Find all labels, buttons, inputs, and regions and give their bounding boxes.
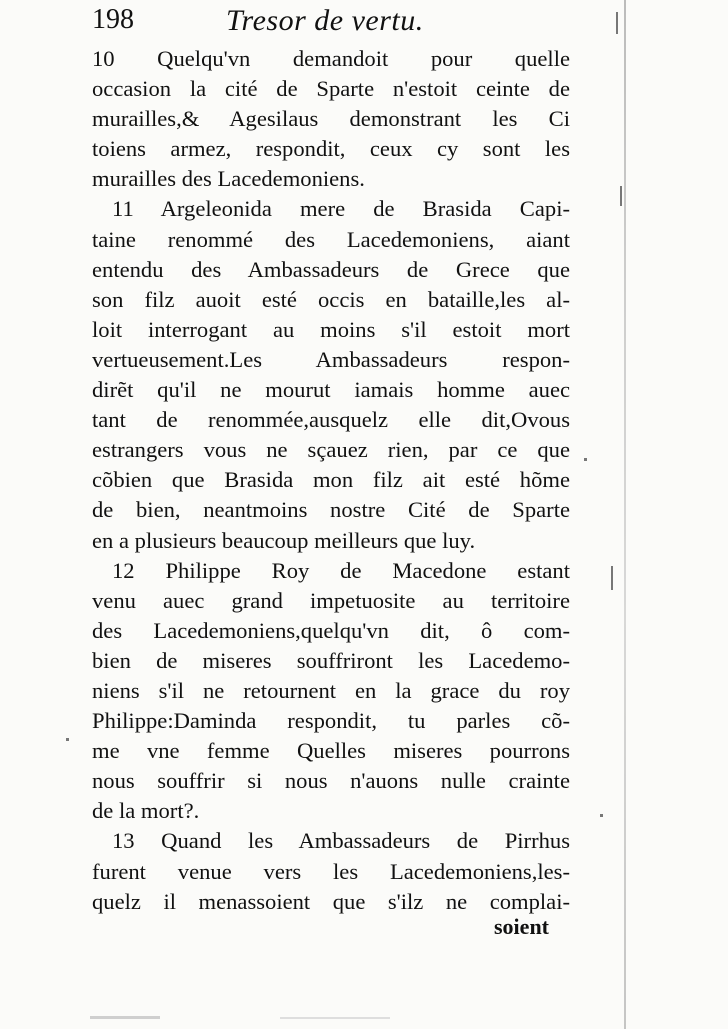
text-line: me vne femme Quelles miseres pourrons: [92, 738, 570, 764]
text-line: loit interrogant au moins s'il estoit mort: [92, 316, 570, 342]
text-line: 11 Argeleonida mere de Brasida Capi-: [112, 196, 570, 222]
text-line: venu auec grand impetuosite au territoire: [92, 587, 570, 613]
text-line: murailles,& Agesilaus demonstrant les Ci: [92, 106, 570, 132]
text-line: furent venue vers les Lacedemoniens,les-: [92, 858, 570, 884]
text-line: murailles des Lacedemoniens.: [92, 166, 365, 192]
running-title: Tresor de vertu.: [226, 4, 424, 37]
page-header: [92, 2, 572, 42]
text-line: nous souffrir si nous n'auons nulle crainte: [92, 768, 570, 794]
body-text: [92, 44, 570, 917]
text-line: en a plusieurs beaucoup meilleurs que luy.: [92, 527, 476, 553]
page-fold-shadow: [624, 0, 626, 1029]
margin-speck: [620, 186, 622, 206]
text-line: quelz il menassoient que s'ilz ne complai-: [92, 888, 570, 914]
catchword: soient: [494, 914, 549, 939]
text-line: de bien, neantmoins nostre Cité de Sparte: [92, 497, 570, 523]
text-line: son filz auoit esté occis en bataille,les al-: [92, 286, 570, 312]
margin-speck: [611, 566, 613, 590]
text-line: cõbien que Brasida mon filz ait esté hõme: [92, 467, 570, 493]
margin-speck: [66, 738, 69, 741]
text-line: niens s'il ne retournent en la grace du roy: [92, 677, 570, 703]
text-line: de la mort?.: [92, 798, 200, 824]
text-line: estrangers vous ne sçauez rien, par ce que: [92, 437, 570, 463]
text-line: bien de miseres souffriront les Lacedemo-: [92, 647, 570, 673]
text-line: des Lacedemoniens,quelqu'vn dit, ô com-: [92, 617, 570, 643]
margin-speck: [616, 12, 618, 34]
text-line: entendu des Ambassadeurs de Grece que: [92, 256, 570, 282]
bleed-through-mark: [90, 1016, 160, 1019]
bleed-through-mark: [280, 1017, 390, 1019]
margin-speck: [600, 814, 603, 817]
text-line: tant de renommée,ausquelz elle dit,Ovous: [92, 407, 570, 433]
margin-speck: [584, 458, 587, 461]
text-line: 13 Quand les Ambassadeurs de Pirrhus: [112, 828, 570, 854]
text-line: dirẽt qu'il ne mourut iamais homme auec: [92, 377, 570, 403]
text-line: Philippe:Daminda respondit, tu parles cõ-: [92, 708, 570, 734]
text-line: occasion la cité de Sparte n'estoit ceinte de: [92, 76, 570, 102]
text-line: vertueusement.Les Ambassadeurs respon-: [92, 346, 570, 372]
text-line: 10 Quelqu'vn demandoit pour quelle: [92, 46, 570, 71]
page-number: 198: [92, 4, 134, 35]
text-line: toiens armez, respondit, ceux cy sont les: [92, 136, 570, 162]
text-line: 12 Philippe Roy de Macedone estant: [112, 557, 570, 583]
text-line: taine renommé des Lacedemoniens, aiant: [92, 226, 570, 252]
